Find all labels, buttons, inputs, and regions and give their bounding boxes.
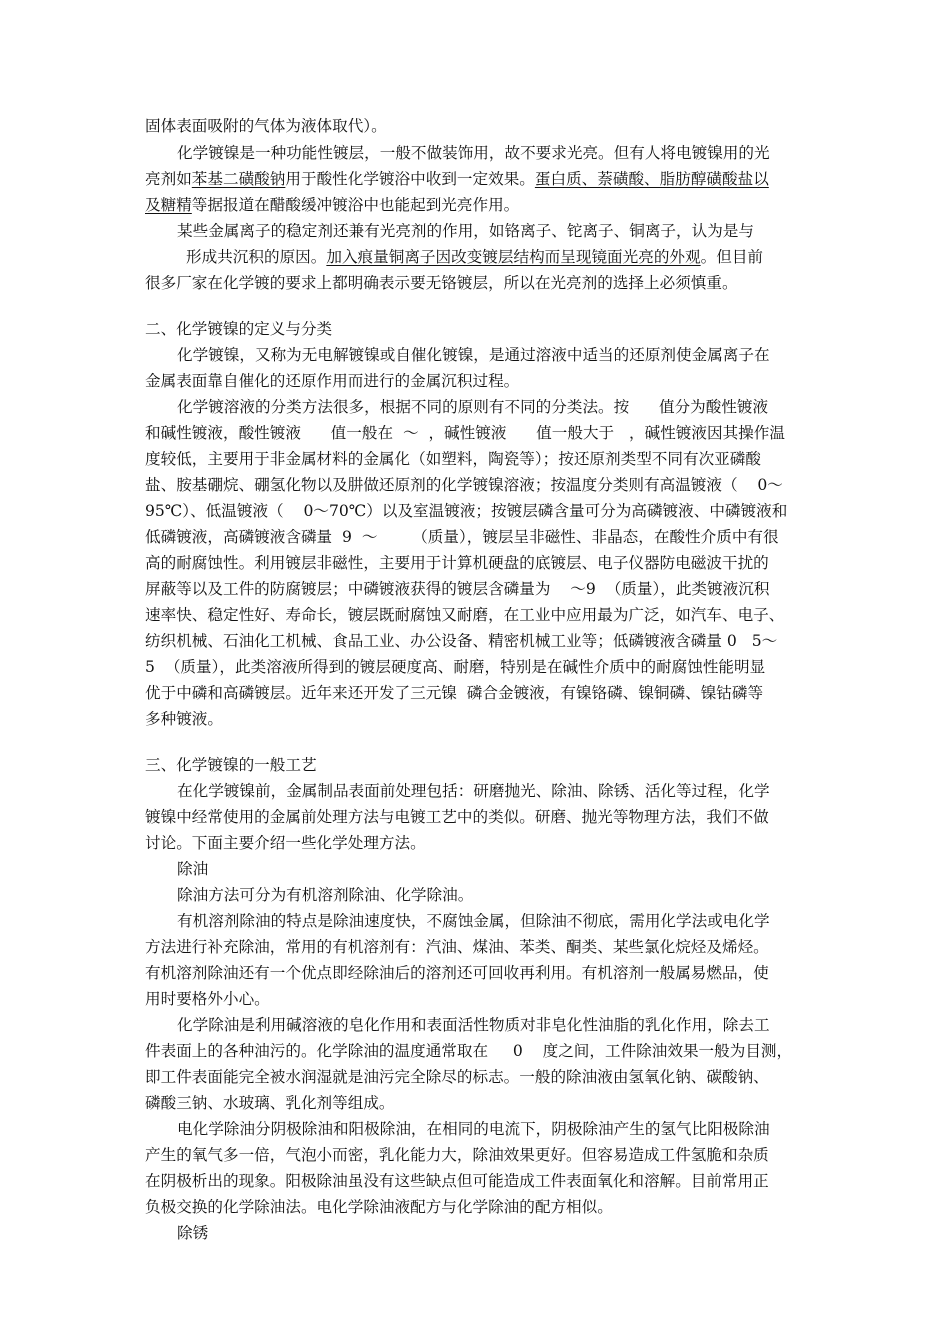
subheading: 除锈: [177, 1224, 209, 1242]
paragraph-line: 即工件表面能完全被水润湿就是油污完全除尽的标志。一般的除油液由氢氧化钠、碳酸钠、: [145, 1068, 769, 1086]
paragraph-line: 高的耐腐蚀性。利用镀层非磁性，主要用于计算机硬盘的底镀层、电子仪器防电磁波干扰的: [145, 554, 769, 572]
paragraph-line: [145, 166, 810, 192]
paragraph-line: 讨论。下面主要介绍一些化学处理方法。: [145, 834, 426, 852]
paragraph-line: 多种镀液。: [145, 710, 223, 728]
text-run: 亮剂如: [145, 170, 192, 188]
paragraph-line: 很多厂家在化学镀的要求上都明确表示要无铬镀层，所以在光亮剂的选择上必须慎重。: [145, 274, 738, 292]
paragraph-line: 固体表面吸附的气体为液体取代）。: [145, 117, 387, 135]
paragraph-line: 度较低，主要用于非金属材料的金属化（如塑料，陶瓷等）；按还原剂类型不同有次亚磷酸: [145, 450, 761, 468]
paragraph-line: 纺织机械、石油化工机械、食品工业、办公设备、精密机械工业等；低磷镀液含磷量 0 5～: [145, 632, 778, 650]
section-heading: 二、化学镀镍的定义与分类: [145, 320, 333, 338]
paragraph-line: 化学镀溶液的分类方法很多，根据不同的原则有不同的分类法。按 值分为酸性镀液: [177, 398, 769, 416]
paragraph-line: 件表面上的各种油污的。化学除油的温度通常取在 0 度之间，工件除油效果一般为目测，: [145, 1042, 793, 1060]
paragraph-line: 用时要格外小心。: [145, 990, 270, 1008]
subheading: 除油: [177, 860, 209, 878]
paragraph-line: 化学镀镍是一种功能性镀层，一般不做装饰用，故不要求光亮。但有人将电镀镍用的光: [177, 144, 770, 162]
paragraph-line: 磷酸三钠、水玻璃、乳化剂等组成。: [145, 1094, 395, 1112]
paragraph-line: 在化学镀镍前，金属制品表面前处理包括：研磨抛光、除油、除锈、活化等过程，化学: [177, 782, 770, 800]
underlined-text: 及糖精: [145, 196, 192, 214]
underlined-text: 苯基二磺酸钠: [191, 170, 286, 188]
paragraph-line: 屏蔽等以及工件的防腐镀层；中磷镀液获得的镀层含磷量为 ～9 （质量），此类镀液沉积: [145, 580, 770, 598]
paragraph-line: 负极交换的化学除油法。电化学除油液配方与化学除油的配方相似。: [145, 1198, 613, 1216]
paragraph-line: [145, 192, 810, 218]
paragraph-line: 盐、胺基硼烷、硼氢化物以及肼做还原剂的化学镀镍溶液；按温度分类则有高温镀液（ 0～: [145, 476, 783, 494]
paragraph-line: 95℃）、低温镀液（ 0～70℃）以及室温镀液；按镀层磷含量可分为高磷镀液、中磷镀液和: [145, 502, 788, 520]
section-heading: 三、化学镀镍的一般工艺: [145, 756, 317, 774]
paragraph-line: 低磷镀液，高磷镀液含磷量 9 ～ （质量），镀层呈非磁性、非晶态，在酸性介质中有很: [145, 528, 779, 546]
paragraph-line: 优于中磷和高磷镀层。近年来还开发了三元镍 磷合金镀液，有镍铬磷、镍铜磷、镍钴磷等: [145, 684, 764, 702]
paragraph-line: 化学除油是利用碱溶液的皂化作用和表面活性物质对非皂化性油脂的乳化作用，除去工: [177, 1016, 770, 1034]
paragraph-line: 产生的氧气多一倍，气泡小而密，乳化能力大，除油效果更好。但容易造成工件氢脆和杂质: [145, 1146, 769, 1164]
paragraph-line: 某些金属离子的稳定剂还兼有光亮剂的作用，如铬离子、铊离子、铜离子，认为是与: [177, 222, 754, 240]
paragraph-line: 电化学除油分阴极除油和阳极除油，在相同的电流下，阴极除油产生的氢气比阳极除油: [177, 1120, 770, 1138]
paragraph-line: 方法进行补充除油，常用的有机溶剂有：汽油、煤油、苯类、酮类、某些氯化烷烃及烯烃。: [145, 938, 769, 956]
paragraph-line: 和碱性镀液，酸性镀液 值一般在 ～ ，碱性镀液 值一般大于 ，碱性镀液因其操作温: [145, 424, 785, 442]
text-run: 用于酸性化学镀浴中收到一定效果。: [285, 170, 535, 188]
paragraph-line: 金属表面靠自催化的还原作用而进行的金属沉积过程。: [145, 372, 520, 390]
text-run: 等据报道在醋酸缓冲镀浴中也能起到光亮作用。: [191, 196, 520, 214]
text-run: 形成共沉积的原因。: [186, 248, 327, 266]
paragraph-line: 除油方法可分为有机溶剂除油、化学除油。: [177, 886, 474, 904]
paragraph-line: 5 （质量），此类溶液所得到的镀层硬度高、耐磨，特别是在碱性介质中的耐腐蚀性能明显: [145, 658, 766, 676]
paragraph-line: 速率快、稳定性好、寿命长，镀层既耐腐蚀又耐磨，在工业中应用最为广泛，如汽车、电子、: [145, 606, 785, 624]
text-run: 。但目前: [700, 248, 764, 266]
paragraph-line: 有机溶剂除油的特点是除油速度快，不腐蚀金属，但除油不彻底，需用化学法或电化学: [177, 912, 770, 930]
underlined-text: 蛋白质、萘磺酸、脂肪醇磺酸盐以: [534, 170, 769, 188]
paragraph-line: 在阴极析出的现象。阳极除油虽没有这些缺点但可能造成工件表面氧化和溶解。目前常用正: [145, 1172, 769, 1190]
paragraph-line: 镀镍中经常使用的金属前处理方法与电镀工艺中的类似。研磨、抛光等物理方法，我们不做: [145, 808, 769, 826]
paragraph-line: [186, 244, 810, 270]
paragraph-line: 化学镀镍，又称为无电解镀镍或自催化镀镍，是通过溶液中适当的还原剂使金属离子在: [177, 346, 770, 364]
underlined-text: 加入痕量铜离子因改变镀层结构而呈现镜面光亮的外观: [326, 248, 701, 266]
paragraph-line: 有机溶剂除油还有一个优点即经除油后的溶剂还可回收再利用。有机溶剂一般属易燃品，使: [145, 964, 769, 982]
